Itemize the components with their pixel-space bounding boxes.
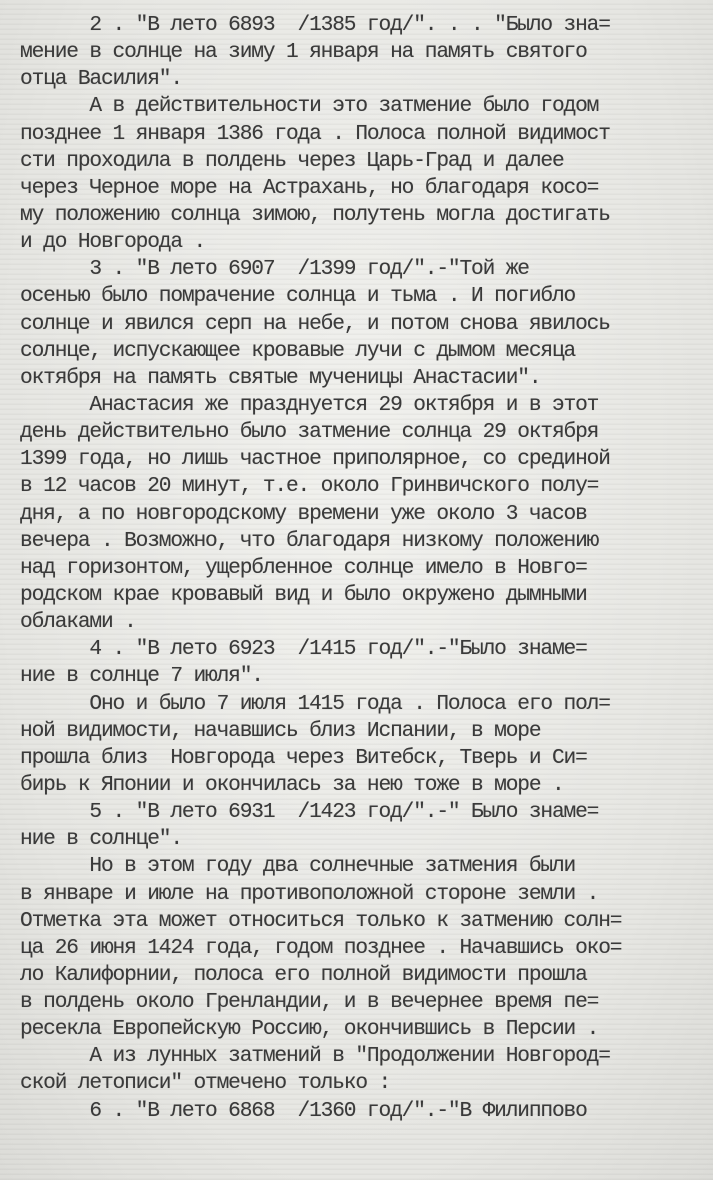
text-line: А из лунных затмений в "Продолжении Новгород= bbox=[20, 1044, 610, 1069]
text-line: родском крае кровавый вид и было окружено дымными bbox=[20, 582, 587, 607]
text-line: 2 . "В лето 6893 /1385 год/". . . "Было зна= bbox=[20, 13, 610, 37]
text-line: позднее 1 января 1386 года . Полоса полной видимост bbox=[20, 121, 610, 146]
text-line: через Черное море на Астрахань, но благодаря косо= bbox=[20, 175, 599, 200]
text-line: дня, а по новгородскому времени уже около 3 часов bbox=[20, 501, 587, 526]
text-line: 4 . "В лето 6923 /1415 год/".-"Было знаме= bbox=[20, 637, 587, 662]
text-line: му положению солнца зимою, полутень могла достигать bbox=[20, 202, 610, 227]
text-line: октября на память святые мученицы Анастасии". bbox=[20, 365, 541, 390]
text-line: Но в этом году два солнечные затмения были bbox=[20, 854, 576, 879]
text-line: 6 . "В лето 6868 /1360 год/".-"В Филиппово bbox=[20, 1098, 587, 1123]
text-line: сти проходила в полдень через Царь-Град и далее bbox=[20, 148, 564, 173]
text-line: Оно и было 7 июля 1415 года . Полоса его пол= bbox=[20, 691, 610, 716]
text-line: вечера . Возможно, что благодаря низкому положению bbox=[20, 528, 599, 553]
text-line: 5 . "В лето 6931 /1423 год/".-" Было знаме= bbox=[20, 800, 599, 825]
text-line: и до Новгорода . bbox=[20, 230, 206, 255]
text-line: в январе и июле на противоположной стороне земли . bbox=[20, 881, 599, 906]
text-line: солнце, испускающее кровавые лучи с дымом месяца bbox=[20, 338, 576, 363]
text-line: ской летописи" отмечено только : bbox=[20, 1071, 391, 1096]
text-line: ние в солнце". bbox=[20, 827, 182, 852]
text-line: ние в солнце 7 июля". bbox=[20, 664, 263, 689]
text-line: ло Калифорнии, полоса его полной видимости прошла bbox=[20, 962, 587, 987]
text-line: в 12 часов 20 минут, т.е. около Гринвичского полу= bbox=[20, 474, 599, 499]
text-line: Отметка эта может относиться только к затмению солн= bbox=[20, 908, 622, 933]
text-line: в полдень около Гренландии, и в вечернее время пе= bbox=[20, 990, 599, 1015]
text-line: 3 . "В лето 6907 /1399 год/".-"Той же bbox=[20, 257, 529, 282]
text-line: ресекла Европейскую Россию, окончившись в Персии . bbox=[20, 1017, 599, 1042]
text-line: бирь к Японии и окончилась за нею тоже в море . bbox=[20, 772, 564, 797]
text-line: ца 26 июня 1424 года, годом позднее . Начавшись око= bbox=[20, 935, 622, 960]
text-line: Анастасия же празднуется 29 октября и в этот bbox=[20, 392, 599, 417]
text-line: мение в солнце на зиму 1 января на память святого bbox=[20, 40, 587, 65]
text-line: 1399 года, но лишь частное приполярное, со срединой bbox=[20, 447, 610, 472]
text-line: солнце и явился серп на небе, и потом снова явилось bbox=[20, 311, 610, 336]
text-line: отца Василия". bbox=[20, 67, 182, 92]
page-body-text bbox=[20, 12, 710, 1125]
text-line: прошла близ Новгорода через Витебск, Тверь и Си= bbox=[20, 745, 587, 770]
text-line: А в действительности это затмение было годом bbox=[20, 94, 599, 119]
text-line: день действительно было затмение солнца 29 октября bbox=[20, 420, 599, 445]
text-line: ной видимости, начавшись близ Испании, в море bbox=[20, 718, 541, 743]
text-line: над горизонтом, ущербленное солнце имело в Новго= bbox=[20, 555, 587, 580]
text-line: облаками . bbox=[20, 610, 136, 635]
text-line: осенью было помрачение солнца и тьма . И погибло bbox=[20, 284, 576, 309]
